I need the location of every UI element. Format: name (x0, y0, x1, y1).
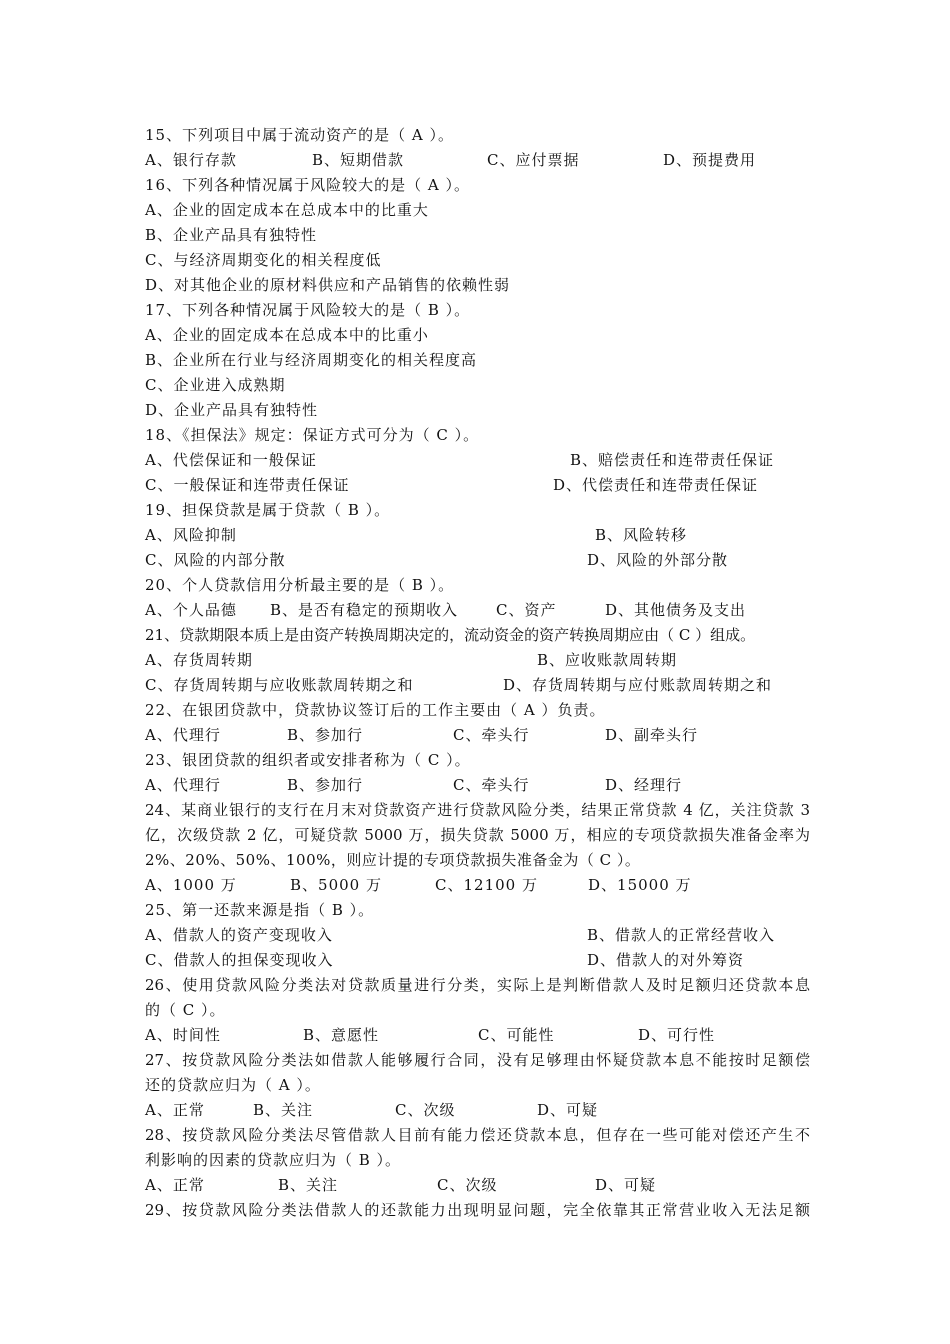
question-23: 23、银团贷款的组织者或安排者称为（ C ）。 (145, 751, 471, 769)
options-19-row2 (145, 548, 810, 573)
option-c: C、存货周转期与应收账款周转期之和 (145, 676, 414, 694)
options-19-row1 (145, 523, 810, 548)
option-c: C、借款人的担保变现收入 (145, 951, 334, 969)
question-29-line-1: 29、按贷款风险分类法借款人的还款能力出现明显问题，完全依靠其正常营业收入无法足额 (145, 1201, 810, 1219)
option-d: D、借款人的对外筹资 (587, 951, 745, 969)
option-a: A、正常 (145, 1101, 205, 1119)
option-a: A、企业的固定成本在总成本中的比重小 (145, 326, 429, 344)
option-c: C、资产 (496, 601, 557, 619)
question-18: 18、《担保法》规定：保证方式可分为（ C ）。 (145, 426, 480, 444)
option-c: C、次级 (437, 1176, 498, 1194)
options-25-row2 (145, 948, 810, 973)
option-d: D、对其他企业的原材料供应和产品销售的依赖性弱 (145, 276, 511, 294)
option-b: B、参加行 (287, 726, 364, 744)
option-a: A、存货周转期 (145, 651, 253, 669)
options-20 (145, 598, 810, 623)
option-a: A、代理行 (145, 776, 221, 794)
question-19: 19、担保贷款是属于贷款（ B ）。 (145, 501, 391, 519)
options-21-row1 (145, 648, 810, 673)
options-15 (145, 148, 810, 173)
question-22: 22、在银团贷款中，贷款协议签订后的工作主要由（ A ）负责。 (145, 701, 606, 719)
question-27-line-1: 27、按贷款风险分类法如借款人能够履行合同，没有足够理由怀疑贷款本息不能按时足额偿 (145, 1051, 810, 1069)
question-25: 25、第一还款来源是指（ B ）。 (145, 901, 375, 919)
option-d: D、风险的外部分散 (587, 551, 729, 569)
option-c: C、牵头行 (453, 726, 530, 744)
options-24 (145, 873, 810, 898)
option-b: B、5000 万 (290, 876, 382, 894)
option-b: B、应收账款周转期 (537, 651, 678, 669)
option-a: A、借款人的资产变现收入 (145, 926, 333, 944)
option-c: C、可能性 (478, 1026, 555, 1044)
option-c: C、风险的内部分散 (145, 551, 286, 569)
option-b: B、意愿性 (303, 1026, 380, 1044)
option-a: A、银行存款 (145, 151, 237, 169)
option-b: B、风险转移 (595, 526, 688, 544)
options-28 (145, 1173, 810, 1198)
option-c: C、12100 万 (435, 876, 538, 894)
option-a: A、代偿保证和一般保证 (145, 451, 317, 469)
question-26-line-2: 的（ C ）。 (145, 1001, 226, 1019)
option-d: D、代偿责任和连带责任保证 (553, 476, 759, 494)
options-18-row2 (145, 473, 810, 498)
question-17: 17、下列各种情况属于风险较大的是（ B ）。 (145, 301, 471, 319)
options-21-row2 (145, 673, 810, 698)
option-c: C、企业进入成熟期 (145, 376, 286, 394)
option-b: B、关注 (278, 1176, 339, 1194)
option-a: A、时间性 (145, 1026, 221, 1044)
option-d: D、预提费用 (663, 151, 757, 169)
options-23 (145, 773, 810, 798)
option-b: B、借款人的正常经营收入 (587, 926, 776, 944)
option-c: C、次级 (395, 1101, 456, 1119)
option-b: B、是否有稳定的预期收入 (270, 601, 459, 619)
options-27 (145, 1098, 810, 1123)
option-d: D、15000 万 (588, 876, 692, 894)
option-d: D、可疑 (595, 1176, 657, 1194)
option-b: B、短期借款 (312, 151, 405, 169)
options-18-row1 (145, 448, 810, 473)
options-22 (145, 723, 810, 748)
option-d: D、可行性 (638, 1026, 716, 1044)
question-24-line-2: 亿，次级贷款 2 亿，可疑贷款 5000 万，损失贷款 5000 万，相应的专项贷款损失准备金率为 (145, 826, 810, 844)
option-a: A、代理行 (145, 726, 221, 744)
question-21: 21、贷款期限本质上是由资产转换周期决定的，流动资金的资产转换周期应由（ C ）组成。 (145, 626, 756, 644)
option-a: A、企业的固定成本在总成本中的比重大 (145, 201, 429, 219)
question-20: 20、个人贷款信用分析最主要的是（ B ）。 (145, 576, 455, 594)
option-c: C、应付票据 (487, 151, 580, 169)
question-26-line-1: 26、使用贷款风险分类法对贷款质量进行分类，实际上是判断借款人及时足额归还贷款本息 (145, 976, 810, 994)
option-d: D、副牵头行 (605, 726, 699, 744)
option-b: B、企业产品具有独特性 (145, 226, 318, 244)
question-15: 15、下列项目中属于流动资产的是（ A ）。 (145, 126, 454, 144)
question-27-line-2: 还的贷款应归为（ A ）。 (145, 1076, 321, 1094)
options-26 (145, 1023, 810, 1048)
option-a: A、风险抑制 (145, 526, 237, 544)
option-b: B、赔偿责任和连带责任保证 (570, 451, 775, 469)
option-d: D、存货周转期与应付账款周转期之和 (503, 676, 773, 694)
option-d: D、经理行 (605, 776, 683, 794)
options-25-row1 (145, 923, 810, 948)
option-a: A、正常 (145, 1176, 205, 1194)
option-c: C、与经济周期变化的相关程度低 (145, 251, 382, 269)
option-a: A、1000 万 (145, 876, 237, 894)
option-b: B、参加行 (287, 776, 364, 794)
question-24-line-3: 2%、20%、50%、100%，则应计提的专项贷款损失准备金为（ C ）。 (145, 851, 641, 869)
question-24-line-1: 24、某商业银行的支行在月末对贷款资产进行贷款风险分类，结果正常贷款 4 亿，关注贷款 3 (145, 801, 810, 819)
option-b: B、关注 (253, 1101, 314, 1119)
option-d: D、可疑 (537, 1101, 599, 1119)
option-b: B、企业所在行业与经济周期变化的相关程度高 (145, 351, 478, 369)
option-a: A、个人品德 (145, 601, 237, 619)
option-c: C、一般保证和连带责任保证 (145, 476, 350, 494)
option-c: C、牵头行 (453, 776, 530, 794)
question-28-line-2: 利影响的因素的贷款应归为（ B ）。 (145, 1151, 402, 1169)
question-16: 16、下列各种情况属于风险较大的是（ A ）。 (145, 176, 470, 194)
option-d: D、其他债务及支出 (605, 601, 747, 619)
option-d: D、企业产品具有独特性 (145, 401, 319, 419)
question-28-line-1: 28、按贷款风险分类法尽管借款人目前有能力偿还贷款本息，但存在一些可能对偿还产生不 (145, 1126, 810, 1144)
